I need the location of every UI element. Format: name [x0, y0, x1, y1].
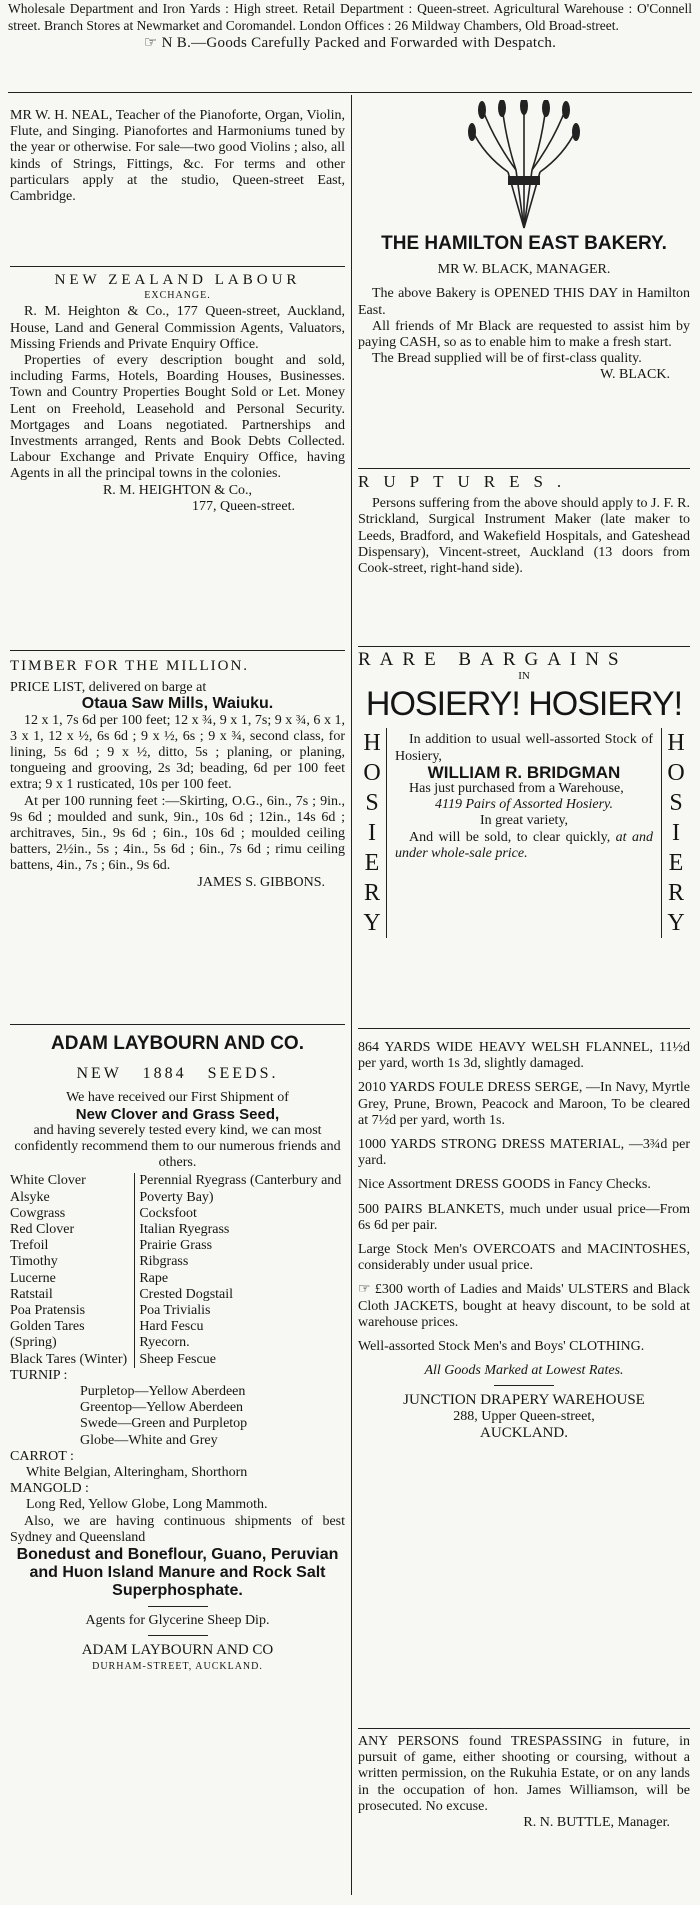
hosiery-p4a: And will be sold, to clear quickly,: [409, 829, 611, 845]
divider: [358, 468, 690, 469]
divider: [494, 1385, 554, 1386]
hosiery-side-letter: Y: [363, 910, 381, 937]
hosiery-side-letter: E: [364, 850, 380, 877]
hosiery-side-letter: H: [363, 730, 381, 757]
seed-item: Hard Fescu: [139, 1319, 204, 1335]
hosiery-side-left: [358, 728, 386, 938]
drapery-item: 500 PAIRS BLANKETS, much under usual price—From 6s 6d per pair.: [358, 1201, 690, 1233]
pointing-hand-icon: ☞: [358, 1282, 375, 1298]
seed-item: Ribgrass: [139, 1254, 189, 1270]
seed-item: Prairie Grass: [139, 1238, 213, 1254]
drapery-item: ☞ £300 worth of Ladies and Maids' ULSTERS and Black Cloth JACKETS, bought at heavy discount, to be sold at warehouse prices.: [358, 1282, 690, 1330]
turnip-list: [10, 1384, 345, 1449]
adam-title: ADAM LAYBOURN AND CO.: [51, 1033, 304, 1054]
drapery-warehouse: JUNCTION DRAPERY WAREHOUSE: [403, 1392, 645, 1409]
drapery-addr2: AUCKLAND.: [480, 1424, 568, 1441]
hosiery-p4b: at and under whole-sale price.: [395, 829, 653, 861]
timber-title: TIMBER FOR THE MILLION.: [10, 658, 250, 674]
adam-intro3: and having severely tested every kind, we can most confidently recommend them to our numerous friends and others.: [14, 1122, 341, 1171]
hosiery-side-right: [662, 728, 690, 938]
bakery-ad: [358, 100, 690, 384]
drapery-item: 2010 YARDS FOULE DRESS SERGE, —In Navy, Myrtle Grey, Prune, Brown, Peacock and Maroon, To be cleared at 7½d per yard, worth 1s.: [358, 1080, 690, 1128]
ruptures-text: Persons suffering from the above should apply to J. F. R. Strickland, Surgical Instrument Maker (late maker to Leeds, Bradford, and Wakefield Hospitals, and Gateshead Dispensary), Vincent-street, Auckland (13 doors from Cook-street, right-hand side).: [358, 496, 690, 577]
divider: [10, 266, 345, 267]
hosiery-p1: In addition to usual well-assorted Stock of Hosiery,: [395, 732, 653, 764]
divider: [358, 646, 690, 647]
seed-item: Timothy: [10, 1254, 58, 1270]
seed-item: Poa Trivialis: [139, 1303, 211, 1319]
hosiery-side-letter: I: [368, 820, 376, 847]
hosiery-side-letter: O: [667, 760, 685, 787]
timber-p1: 12 x 1, 7s 6d per 100 feet; 12 x ¾, 9 x 1, 7s; 9 x ¾, 6 x 1, 3 x 1, 12 x ½, 6s 6d ; 9 x ½, 6s ; 9 x ¾, second class, for lining, 5s 6d ; 9 x ½, ditto, 5s ; planing, or planing, tongueing and grooving, 2s 3d; beading, 6d per 100 feet extra; 9 x 1 rusticated, 10s per 100 feet.: [10, 712, 345, 793]
hosiery-side-letter: S: [669, 790, 683, 817]
divider: [10, 1024, 345, 1025]
hosiery-side-letter: I: [672, 820, 680, 847]
hosiery-headline: HOSIERY! HOSIERY!: [365, 685, 683, 724]
seeds-seeds: SEEDS.: [207, 1065, 279, 1083]
seed-item: Black Tares (Winter): [10, 1351, 128, 1367]
divider: [10, 650, 345, 651]
adam-intro1: We have received our First Shipment of: [66, 1090, 289, 1106]
drapery-addr1: 288, Upper Queen-street,: [453, 1408, 595, 1424]
adam-manure: Bonedust and Boneflour, Guano, Peruvian and Huon Island Manure and Rock Salt Superphosphate.: [16, 1546, 339, 1600]
seed-item: Golden Tares (Spring): [10, 1319, 85, 1351]
header-divider: [8, 92, 692, 93]
pointing-hand-icon: ☞: [143, 35, 158, 51]
bakery-sig: W. BLACK.: [600, 367, 670, 383]
carrot-heading: CARROT :: [10, 1448, 74, 1464]
hosiery-ad: [358, 649, 690, 938]
labour-subtitle: EXCHANGE.: [144, 290, 211, 302]
timber-price: PRICE LIST, delivered on barge at: [10, 680, 207, 696]
bakery-p1: The above Bakery is OPENED THIS DAY in Hamilton East.: [358, 286, 690, 318]
divider: [358, 1028, 690, 1029]
bakery-p2: All friends of Mr Black are requested to assist him by paying CASH, so as to enable him to make a fresh start.: [358, 318, 690, 351]
drapery-marked: All Goods Marked at Lowest Rates.: [424, 1363, 624, 1379]
seed-item: Cowgrass: [10, 1205, 66, 1221]
seed-list-left: [10, 1173, 135, 1367]
seed-item: Trefoil: [10, 1238, 49, 1254]
bakery-manager: MR W. BLACK, MANAGER.: [437, 262, 611, 278]
drapery-item: Large Stock Men's OVERCOATS and MACINTOSHES, considerably under usual price.: [358, 1242, 690, 1274]
column-divider: [351, 95, 352, 1895]
seed-item: Sheep Fescue: [139, 1351, 216, 1367]
turnip-item: Purpletop—Yellow Aberdeen: [80, 1384, 246, 1400]
seed-list-right: [135, 1173, 345, 1367]
seeds-year: 1884: [142, 1065, 187, 1083]
bakery-p3: The Bread supplied will be of first-class quality.: [372, 351, 642, 367]
drapery-item: 864 YARDS WIDE HEAVY WELSH FLANNEL, 11½d per yard, worth 1s 3d, slightly damaged.: [358, 1040, 690, 1072]
timber-ad: [10, 658, 345, 891]
mangold-heading: MANGOLD :: [10, 1481, 89, 1497]
carrot-text: White Belgian, Alteringham, Shorthorn: [26, 1465, 248, 1481]
trespass-sig: R. N. BUTTLE, Manager.: [523, 1815, 670, 1831]
neal-text: MR W. H. NEAL, Teacher of the Pianoforte, Organ, Violin, Flute, and Singing. Pianofortes and Harmoniums tuned by the year or otherwise. For sale—two good Violins ; also, all kinds of Strings, Fittings, &c. For terms and other particulars apply at the studio, Queen-street East, Cambridge.: [10, 108, 345, 205]
seed-item: Crested Dogstail: [139, 1286, 234, 1302]
labour-sig2: 177, Queen-street.: [191, 498, 295, 514]
header-text: Wholesale Department and Iron Yards : High street. Retail Department : Queen-street. Agricultural Warehouse : O'Connell street. Branch Stores at Newmarket and Coromandel. London Offices : 26 Mildway Chambers, Old Broad-street.: [8, 1, 692, 33]
labour-p2: Properties of every description bought and sold, including Farms, Hotels, Boarding Houses, Businesses. Town and Country Properties Bought Sold or Let. Money Lent on Freehold, Leasehold and Personal Security. Mortgages and Loans negotiated. Partnerships and Investments arranged, Rents and Book Debts Collected. Labour Exchange and Private Enquiry Office, having Agents in all the principal towns in the colonies.: [10, 353, 345, 482]
turnip-heading: TURNIP :: [10, 1367, 68, 1383]
divider: [148, 1635, 208, 1636]
drapery-items: [358, 1040, 690, 1355]
hosiery-side-letter: H: [667, 730, 685, 757]
ruptures-title: RUPTURES.: [358, 472, 576, 491]
seeds-heading: [10, 1066, 345, 1082]
mangold-text: Long Red, Yellow Globe, Long Mammoth.: [26, 1497, 268, 1513]
adam-agents: Agents for Glycerine Sheep Dip.: [85, 1613, 270, 1629]
labour-title: NEW ZEALAND LABOUR: [54, 272, 301, 288]
seed-item: Cocksfoot: [139, 1205, 197, 1221]
adam-also: Also, we are having continuous shipments of best Sydney and Queensland: [10, 1513, 345, 1545]
seed-item: Lucerne: [10, 1270, 56, 1286]
turnip-item: Globe—White and Grey: [80, 1432, 218, 1448]
adam-sig: ADAM LAYBOURN AND CO: [81, 1642, 274, 1659]
drapery-item: Well-assorted Stock Men's and Boys' CLOTHING.: [358, 1339, 645, 1355]
hosiery-side-letter: O: [363, 760, 381, 787]
seed-item: Ryecorn.: [139, 1335, 190, 1351]
adam-ad: [10, 1033, 345, 1675]
drapery-item: 1000 YARDS STRONG DRESS MATERIAL, —3¾d per yard.: [358, 1137, 690, 1169]
hosiery-pairs: 4119 Pairs of Assorted Hosiery.: [435, 797, 613, 813]
wheat-sheaf-icon: [464, 100, 584, 230]
timber-p2: At per 100 running feet :—Skirting, O.G., 6in., 7s ; 9in., 9s 6d ; moulded and sunk, 9in., 10s 6d ; 12in., 14s 6d ; architraves, 5in., 9s 6d ; 6in., 10s 6d ; moulded ceiling batters, 2½in., 5s ; 4in., 5s 6d ; 6in., 7s 6d ; rimu ceiling battens, 4in., 7s ; 6in., 9s 6d.: [10, 793, 345, 874]
divider: [358, 1728, 690, 1729]
timber-mill: Otaua Saw Mills, Waiuku.: [81, 695, 274, 713]
drapery-ad: [358, 1040, 690, 1441]
hosiery-name: WILLIAM R. BRIDGMAN: [427, 762, 621, 782]
turnip-item: Swede—Green and Purpletop: [80, 1416, 248, 1432]
neal-ad: [10, 108, 345, 205]
seed-item: Rape: [139, 1270, 169, 1286]
notice-text: N B.—Goods Carefully Packed and Forwarded with Despatch.: [161, 35, 557, 51]
hosiery-side-letter: E: [668, 850, 684, 877]
hosiery-p3: In great variety,: [479, 813, 569, 829]
seeds-new: NEW: [76, 1065, 122, 1083]
seed-item: Italian Ryegrass: [139, 1222, 230, 1238]
hosiery-box: [386, 728, 662, 938]
header-block: [8, 0, 692, 52]
seed-list: [10, 1173, 345, 1367]
seed-item: White Clover: [10, 1173, 86, 1189]
adam-intro2: New Clover and Grass Seed,: [75, 1105, 280, 1123]
hosiery-side-letter: Y: [667, 910, 685, 937]
trespass-ad: [358, 1734, 690, 1831]
seed-item: Perennial Ryegrass (Canterbury and Poverty Bay): [139, 1173, 342, 1205]
seed-item: Red Clover: [10, 1222, 75, 1238]
adam-addr: DURHAM-STREET, AUCKLAND.: [92, 1660, 263, 1672]
seed-item: Alsyke: [10, 1189, 50, 1205]
notice-line: [8, 35, 692, 52]
hosiery-side-letter: S: [365, 790, 379, 817]
timber-sig: JAMES S. GIBBONS.: [197, 874, 325, 890]
trespass-text: ANY PERSONS found TRESPASSING in future, in pursuit of game, either shooting or coursing, without a written permission, on the Rukuhia Estate, or on any lands in the occupation of hon. James Williamson, will be prosecuted. No excuse.: [358, 1734, 690, 1814]
drapery-item: Nice Assortment DRESS GOODS in Fancy Checks.: [358, 1177, 651, 1193]
hosiery-in: IN: [518, 670, 530, 683]
hosiery-rare: RARE BARGAINS: [358, 649, 628, 670]
seed-item: Ratstail: [10, 1286, 53, 1302]
ruptures-ad: [358, 474, 690, 577]
labour-p1: R. M. Heighton & Co., 177 Queen-street, Auckland, House, Land and General Commission Agents, Valuators, Missing Friends and Private Enquiry Office.: [10, 304, 345, 352]
labour-ad: [10, 272, 345, 515]
seed-item: Poa Pratensis: [10, 1303, 86, 1319]
divider: [148, 1606, 208, 1607]
turnip-item: Greentop—Yellow Aberdeen: [80, 1400, 244, 1416]
hosiery-side-letter: R: [667, 880, 684, 907]
hosiery-p2: Has just purchased from a Warehouse,: [409, 781, 624, 797]
hosiery-side-letter: R: [363, 880, 380, 907]
labour-sig1: R. M. HEIGHTON & Co.,: [102, 482, 253, 498]
bakery-title: THE HAMILTON EAST BAKERY.: [381, 233, 667, 254]
